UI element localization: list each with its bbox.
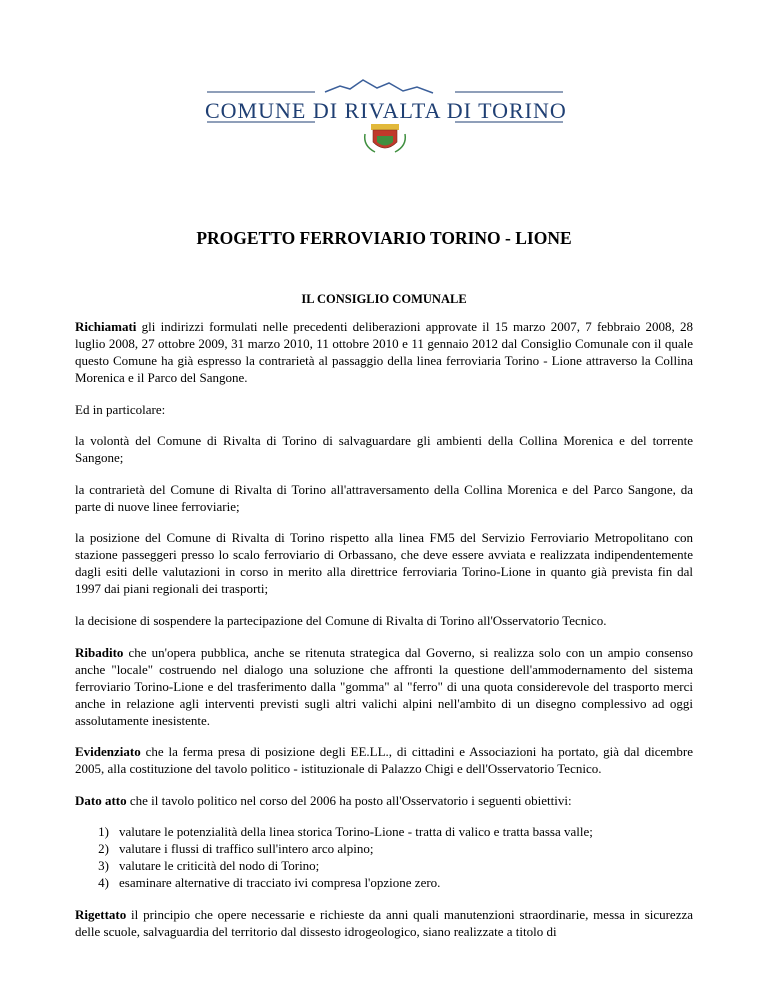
mountain-line — [325, 80, 433, 93]
list-item-text: valutare le potenzialità della linea storica Torino-Lione - tratta di valico e tratta bassa valle; — [119, 824, 593, 840]
list-item-text: valutare i flussi di traffico sull'intero arco alpino; — [119, 841, 374, 857]
paragraph-text: che un'opera pubblica, anche se ritenuta strategica dal Governo, si realizza solo con un ampio consenso anche "locale" costruendo nel dialogo una soluzione che affronti la questione dell'ammodernamento del sistema ferroviario Torino-Lione e del trasferimento dalla "gomma" al "ferro" di una quota considerevole del trasporto merci anche in relazione agli interventi previsti sugli altri valichi alpini nell'ambito di un disegno complessivo ad oggi assolutamente inesistente. — [75, 644, 693, 728]
objectives-list — [75, 823, 693, 891]
paragraph-lead: Dato atto — [75, 792, 127, 808]
logo-text: COMUNE DI RIVALTA DI TORINO — [205, 98, 567, 123]
paragraph-lead: Evidenziato — [75, 744, 141, 760]
municipality-logo — [205, 78, 565, 158]
paragraph-text: che il tavolo politico nel corso del 2006 ha posto all'Osservatorio i seguenti obiettivi: — [126, 792, 572, 808]
paragraph-text: che la ferma presa di posizione degli EE.LL., di cittadini e Associazioni ha portato, già dal dicembre 2005, alla costituzione del tavolo politico - istituzionale di Palazzo Chigi e dell'Osservatorio Tecnico. — [75, 744, 693, 777]
list-item-number: 4) — [98, 875, 109, 891]
list-item — [75, 823, 693, 840]
paragraph-lead: Richiamati — [75, 319, 137, 334]
paragraph-lead: Rigettato — [75, 906, 127, 922]
coat-of-arms-icon — [365, 124, 406, 152]
list-item-text: esaminare alternative di tracciato ivi compresa l'opzione zero. — [119, 875, 441, 891]
paragraph-dato-atto — [75, 792, 693, 809]
document-title: PROGETTO FERROVIARIO TORINO - LIONE — [196, 228, 572, 248]
paragraph: la posizione del Comune di Rivalta di Torino rispetto alla linea FM5 del Servizio Ferroviario Metropolitano con stazione passeggeri presso lo scalo ferroviario di Orbassano, che deve essere avviata e realizzata indipendentemente dagli esiti delle valutazioni in corso in merito alla direttrice ferroviaria Torino-Lione in quanto già prevista fin dal 1997 dai piani regionali dei trasporti; — [75, 530, 693, 597]
list-item-number: 3) — [98, 858, 109, 874]
list-item — [75, 857, 693, 874]
list-item — [75, 874, 693, 891]
list-item-text: valutare le criticità del nodo di Torino; — [119, 858, 320, 874]
paragraph-rigettato — [75, 906, 693, 940]
paragraph-richiamati — [75, 318, 693, 386]
paragraph-text: gli indirizzi formulati nelle precedenti deliberazioni approvate il 15 marzo 2007, 7 febbraio 2008, 28 luglio 2008, 27 ottobre 2009, 31 marzo 2010, 11 ottobre 2010 e 11 gennaio 2012 dal Consiglio Comunale con il quale questo Comune ha già espresso la contrarietà al passaggio della linea ferroviaria Torino - Lione attraverso la Collina Morenica e il Parco del Sangone. — [75, 319, 693, 385]
list-item-number: 1) — [98, 824, 109, 840]
paragraph-lead: Ribadito — [75, 644, 124, 660]
paragraph-text: il principio che opere necessarie e richieste da anni quali manutenzioni straordinarie, messa in sicurezza delle scuole, salvaguardia del territorio dal dissesto idrogeologico, siano realizzate a titolo di — [75, 906, 693, 939]
document-body — [75, 318, 693, 955]
list-item — [75, 840, 693, 857]
paragraph-ribadito — [75, 644, 693, 729]
paragraph-evidenziato — [75, 743, 693, 777]
paragraph: la contrarietà del Comune di Rivalta di Torino all'attraversamento della Collina Morenica e del Parco Sangone, da parte di nuove linee ferroviarie; — [75, 481, 693, 514]
document-subtitle: IL CONSIGLIO COMUNALE — [301, 292, 467, 306]
paragraph: Ed in particolare: — [75, 401, 166, 417]
list-item-number: 2) — [98, 841, 109, 857]
paragraph: la volontà del Comune di Rivalta di Torino di salvaguardare gli ambienti della Collina Morenica e del torrente Sangone; — [75, 433, 693, 466]
paragraph: la decisione di sospendere la partecipazione del Comune di Rivalta di Torino all'Osservatorio Tecnico. — [75, 612, 607, 628]
